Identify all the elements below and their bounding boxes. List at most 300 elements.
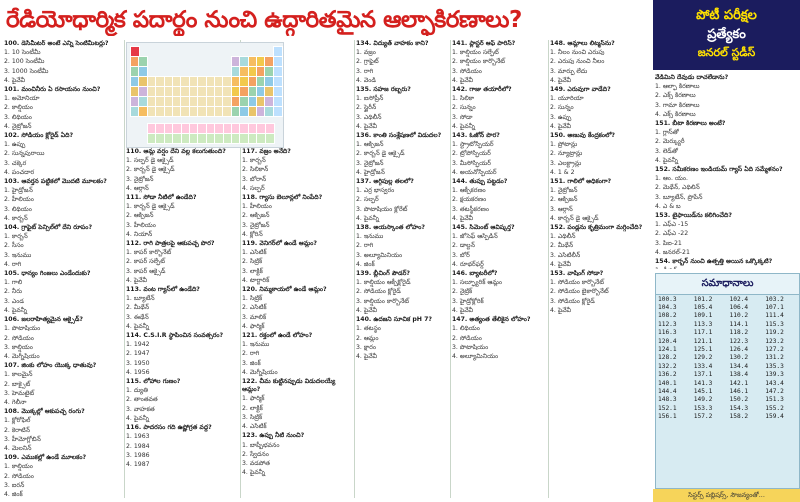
answer-cell: 105.4 bbox=[693, 304, 713, 312]
sidebar-title-line3: జనరల్ స్టడీస్ bbox=[697, 46, 756, 59]
answer-cell: 135.3 bbox=[765, 362, 784, 370]
question-text: 112. రాగి పాత్రలపై ఆకుపచ్చ పొర? bbox=[126, 240, 215, 248]
answer-option: 1. కార్బన్ bbox=[4, 233, 28, 241]
answer-option: 3. సోడియం క్లోరైడ్ bbox=[550, 297, 595, 305]
answer-cell: 141.3 bbox=[693, 379, 713, 387]
question-text: 144. తుప్పు పట్టడం? bbox=[452, 178, 508, 186]
answer-row bbox=[656, 329, 799, 337]
question-text: 120. నిమ్మకాయలో ఉండే ఆమ్లం? bbox=[242, 286, 327, 294]
answer-option: 3. బోర్ bbox=[452, 251, 470, 259]
question-text: 108. మొక్కల్లో ఆకుపచ్చ రంగు? bbox=[4, 408, 85, 416]
answer-cell: 119.2 bbox=[765, 329, 784, 337]
answer-option: 1. ఐసోప్రీన్ bbox=[356, 95, 384, 103]
answer-row bbox=[656, 396, 799, 404]
question-text: 137. అగ్గిపుల్ల తలలో? bbox=[356, 178, 414, 186]
answer-option: 2. క్షయకరణం bbox=[452, 196, 487, 204]
answer-option: 4. పైవేవీ bbox=[452, 214, 474, 222]
answer-cell: 152.1 bbox=[658, 404, 677, 412]
answer-option: 3. బ్యూటేన్, ప్రొపేన్ bbox=[655, 193, 703, 201]
answer-option: 4. హైడ్రోజన్ bbox=[356, 168, 385, 176]
answer-row bbox=[656, 320, 799, 328]
answer-option: 2. రాగి bbox=[356, 242, 374, 250]
answer-cell: 108.2 bbox=[658, 312, 677, 320]
question-text: 146. బ్యాటరీలో? bbox=[452, 270, 498, 278]
answer-option: 3. ఎండ bbox=[4, 297, 24, 305]
answer-cell: 128.2 bbox=[658, 354, 677, 362]
question-text: 100. డెసిమీటర్ అంటే ఎన్ని సెంటిమీటర్లు? bbox=[4, 40, 109, 47]
answer-cell: 153.3 bbox=[693, 404, 713, 412]
answer-cell: 157.2 bbox=[693, 413, 713, 421]
answer-option: 2. ఆమ్లం bbox=[356, 334, 379, 342]
question-text: 113. వంట గ్యాస్‌లో ఉండేది? bbox=[126, 286, 200, 294]
answer-option: 4. నియాన్ bbox=[126, 230, 153, 238]
answer-option: 4. రాగి bbox=[4, 260, 22, 268]
answer-option: 1. 1942 bbox=[126, 341, 150, 349]
question-text: 102. సోడియం క్లోరైడ్ ఏది? bbox=[4, 132, 74, 140]
questions-area bbox=[4, 40, 648, 500]
answer-option: 2. కాపర్ సల్ఫేట్ bbox=[126, 258, 165, 266]
answer-row bbox=[656, 337, 799, 345]
answer-option: 3. తటస్థీకరణం bbox=[452, 205, 489, 213]
answer-option: 3. వడపోత bbox=[242, 459, 270, 467]
answer-option: 2. సున్నపురాయి bbox=[4, 150, 45, 158]
answer-option: 4. సల్ఫర్ bbox=[242, 184, 265, 192]
question-text: 145. సిమెంట్ ఆవిష్కర్త? bbox=[452, 224, 515, 232]
answer-option bbox=[655, 267, 798, 269]
answer-cell: 155.2 bbox=[765, 404, 784, 412]
answer-option: 1. కాల్షియం ఆక్సీక్లోరైడ్ bbox=[356, 279, 411, 287]
answer-option: 2. 100 సెంటీమీ bbox=[4, 58, 45, 66]
answer-row bbox=[656, 312, 799, 320]
answer-option: 1. బాష్పీభవనం bbox=[242, 441, 280, 449]
answer-option: 2. సున్నం bbox=[550, 104, 574, 112]
answer-option: 3. అల్యూమినియం bbox=[356, 251, 403, 259]
answer-option: 4. అయనోస్ఫియర్ bbox=[452, 168, 497, 176]
answer-option: 1. కార్బన్ bbox=[242, 157, 266, 165]
answer-option: 2. సోడియం bbox=[4, 472, 34, 480]
answer-option: 3. బోరాన్ bbox=[242, 175, 267, 183]
question-text: 153. టైఫాయిడ్‌ను కలిగించేది? bbox=[655, 212, 732, 220]
answer-cell: 129.2 bbox=[693, 354, 713, 362]
answer-option: 3. ఎలక్ట్రాన్లు bbox=[550, 159, 582, 167]
answer-option: 4. మెగ్నీషియం bbox=[4, 352, 40, 360]
answer-option: 3. లిథియం bbox=[4, 205, 32, 213]
answer-option: 3. ఐరన్ bbox=[4, 481, 25, 489]
answer-option: 2. బాక్సైట్ bbox=[4, 380, 31, 388]
question-column-6 bbox=[550, 40, 646, 498]
answer-option: 2. ఆక్సిజన్ bbox=[550, 196, 578, 204]
answer-option: 4. పైవేవీ bbox=[550, 306, 572, 314]
question-text: 119. వెనిగర్‌లో ఉండే ఆమ్లం? bbox=[242, 240, 317, 248]
answer-option: 2. 1984 bbox=[126, 442, 150, 450]
answer-cell: 118.2 bbox=[729, 329, 749, 337]
answer-cell: 131.2 bbox=[765, 354, 784, 362]
answer-cell: 143.4 bbox=[765, 379, 784, 387]
answer-cell: 139.3 bbox=[765, 371, 784, 379]
answer-option: 1. క్లోరోఫిల్ bbox=[4, 417, 31, 425]
answer-option: 1. లిథియం bbox=[452, 325, 480, 333]
answer-cell: 136.2 bbox=[658, 371, 677, 379]
question-text: 138. అయస్కాంత లోహం? bbox=[356, 224, 426, 232]
answer-option: 1. సిలికా bbox=[452, 95, 475, 103]
answer-option: 1. ఎసిటిక్ bbox=[242, 249, 267, 257]
answer-cell: 116.3 bbox=[658, 329, 677, 337]
answer-option: 3. నైట్రోజన్ bbox=[126, 175, 154, 183]
question-text: 105. ధాన్యం గింజలు ఎండేందుకు? bbox=[4, 270, 91, 278]
answer-cell: 111.4 bbox=[765, 312, 784, 320]
answer-cell: 137.1 bbox=[693, 371, 713, 379]
answer-option: 1. సిట్రిక్ bbox=[242, 295, 263, 303]
answer-option: 2. కాల్షియం కార్బొనేట్ bbox=[452, 58, 506, 66]
answer-option: 3. హెమటైట్ bbox=[4, 389, 35, 397]
answer-option: 3. 1000 సెంటీమీ bbox=[4, 67, 49, 75]
question-text: వేడిమిని దేవుడు దాచలేడాను? bbox=[655, 74, 729, 81]
answer-option: 2. ఎఫ్‌ఎ -22 bbox=[655, 230, 689, 238]
answer-option: 1. ద్యుతి bbox=[126, 387, 148, 395]
answer-option: 4. పంచదార bbox=[4, 168, 35, 176]
answer-option: 2. మీథేన్ bbox=[126, 304, 150, 312]
question-text: 121. రక్తంలో ఉండే లోహం? bbox=[242, 332, 313, 340]
answer-cell: 150.2 bbox=[729, 396, 749, 404]
answer-option: 2. గ్రాఫైట్ bbox=[356, 58, 379, 66]
answer-option: 1. నైట్రోజన్ bbox=[550, 187, 578, 195]
answer-option: 3. హీలియం bbox=[126, 221, 156, 229]
answer-option: 2. సున్నం bbox=[452, 104, 476, 112]
answer-option: 4. 1956 bbox=[126, 368, 150, 376]
answer-option: 4. పైవన్నీ bbox=[356, 214, 380, 222]
answer-option: 4. పైవేవీ bbox=[4, 76, 26, 84]
answer-option: 2. కెరాటిన్ bbox=[4, 426, 31, 434]
answer-option: 2. 1947 bbox=[126, 350, 150, 358]
answer-option: 3. పిఐ-21 bbox=[655, 239, 682, 247]
answer-cell: 156.1 bbox=[658, 413, 677, 421]
answer-option: 2. సోడియం bbox=[4, 334, 34, 342]
answer-option: 4. పైవేవీ bbox=[452, 306, 474, 314]
answer-option: 1. హైడ్రోజన్ bbox=[4, 187, 33, 195]
answer-option: 2. స్వేదనం bbox=[242, 450, 269, 458]
answer-option: 1. ఎర్ర భాస్వరం bbox=[356, 187, 395, 195]
question-text: 149. ఎరువుగా వాడేది? bbox=[550, 86, 611, 94]
question-text: 147. అత్యంత తేలికైన లోహం? bbox=[452, 316, 531, 324]
answer-option: 1. 10 సెంటీమీ bbox=[4, 49, 41, 57]
answer-option: 3. పొటాషియం bbox=[452, 343, 489, 351]
answer-option: 2. నీరు bbox=[4, 288, 23, 296]
answer-row bbox=[656, 345, 799, 353]
answer-option: 4. గెలీనా bbox=[4, 398, 27, 406]
answer-row bbox=[656, 371, 799, 379]
answer-option: 2. సోడియం క్లోరైడ్ bbox=[356, 288, 401, 296]
answer-option: 4. 1987 bbox=[126, 460, 150, 468]
answer-cell: 102.4 bbox=[729, 295, 749, 303]
answer-option: 1. ప్రోటాన్లు bbox=[550, 141, 578, 149]
answer-option: 2. సల్ఫర్ bbox=[356, 196, 379, 204]
question-text: 101. మంచినీరు ఏ రసాయనం నుంచి? bbox=[4, 86, 101, 94]
question-column-3 bbox=[242, 148, 352, 498]
answer-option: 1. జోసెఫ్ ఆస్పిడిన్ bbox=[452, 233, 498, 241]
question-text: 141. ప్లాస్టర్ ఆఫ్ పారిస్? bbox=[452, 40, 516, 47]
answer-option: 3. కాపర్ ఆక్సైడ్ bbox=[126, 267, 166, 275]
question-text: 151. బీటా కిరణాలు అంటే? bbox=[655, 120, 726, 128]
answer-option: 2. ఆక్సిజన్ bbox=[242, 212, 270, 220]
answer-option: 4. పైవేవీ bbox=[550, 76, 572, 84]
sidebar bbox=[653, 0, 800, 502]
answer-option: 3. జింక్ bbox=[242, 359, 261, 367]
answer-option: 2. మీథేన్ bbox=[550, 242, 574, 250]
answer-option: 3. నైట్రోజన్ bbox=[242, 221, 270, 229]
answers-title: సమాధానాలు bbox=[656, 274, 799, 295]
answer-option: 1. ఇనుము bbox=[356, 233, 384, 241]
answers-table bbox=[656, 295, 799, 421]
element-cell bbox=[265, 133, 275, 144]
page-headline: రేడియోధార్మిక పదార్థం నుంచి ఉద్గారితమైన ఆల్ఫాకిరణాలు? bbox=[6, 7, 522, 33]
credit-line: సిస్టర్స్ పబ్లిషర్స్, సౌజన్యంతో... bbox=[653, 489, 800, 502]
answer-cell: 147.2 bbox=[765, 387, 784, 395]
answer-option: 4. ఆర్గాన్ bbox=[126, 184, 149, 192]
question-text: 136. కాంతి సంశ్లేషణలో విడుదల? bbox=[356, 132, 442, 140]
question-text: 140. ఉదజని సూచిక pH 7? bbox=[356, 316, 433, 324]
answer-option: 1. ఆక్సీకరణం bbox=[452, 187, 486, 195]
answer-option: 4. ఎసిటిక్ bbox=[242, 423, 267, 431]
answer-option: 3. హైడ్రోక్లోరిక్ bbox=[452, 297, 484, 305]
answer-option: 1. పొటాషియం bbox=[4, 325, 41, 333]
answer-cell: 115.3 bbox=[765, 320, 784, 328]
answer-option: 4. టార్టారిక్ bbox=[242, 276, 270, 284]
question-text: 150. అణువు కేంద్రకంలో? bbox=[550, 132, 616, 140]
answer-option: 3. ఉప్పు bbox=[550, 113, 572, 121]
answer-option: 4. ఎ & బ bbox=[655, 202, 681, 210]
answer-option: 4. పైవేవీ bbox=[356, 306, 378, 314]
answer-cell: 138.4 bbox=[729, 371, 749, 379]
answer-option: 3. కాల్షియం కార్బొనేట్ bbox=[356, 297, 410, 305]
answer-option: 2. ఎసిటిక్ bbox=[242, 304, 267, 312]
answer-cell: 154.3 bbox=[729, 404, 749, 412]
answer-cell: 158.2 bbox=[729, 413, 749, 421]
answer-option: 2. ట్రోపోస్ఫియర్ bbox=[452, 150, 491, 158]
answer-option: 1. ఎథిలీన్ bbox=[550, 233, 576, 241]
answer-option: 1. వజ్రం bbox=[356, 49, 376, 57]
answer-cell: 133.4 bbox=[693, 362, 713, 370]
answer-option: 3. ఎసిటిలీన్ bbox=[550, 251, 581, 259]
answer-option: 2. ఎరుపు నుంచి నీలం bbox=[550, 58, 605, 66]
answer-option: 2. లాక్టిక్ bbox=[242, 404, 263, 412]
answer-option: 3. మీసోస్ఫియర్ bbox=[452, 159, 491, 167]
question-text: 106. జలరాహిత్యమైన ఆక్సైడ్? bbox=[4, 316, 83, 324]
answer-option: 1. సోడియం కార్బొనేట్ bbox=[550, 279, 605, 287]
answer-option: 3. పొటాషియం క్లోరేట్ bbox=[356, 205, 408, 213]
answer-option: 2. మెర్క్యురీ bbox=[655, 138, 685, 146]
answer-option: 2. న్యూట్రాన్లు bbox=[550, 150, 583, 158]
answer-option: 2. సిట్రిక్ bbox=[242, 258, 263, 266]
answer-option: 3. లాక్టిక్ bbox=[242, 267, 263, 275]
question-text: 123. ఉప్పు నీటి నుంచి? bbox=[242, 432, 305, 440]
answer-option: 2. మెథేన్, ఎథిలిన్ bbox=[655, 184, 700, 192]
answer-option: 1. స్ట్రాటోస్ఫియర్ bbox=[452, 141, 494, 149]
answer-option: 4. మెలనిన్ bbox=[4, 444, 32, 452]
answer-option: 4. పైవన్నీ bbox=[452, 122, 476, 130]
question-text: 148. ఆమ్లాలు లిట్మస్‌ను? bbox=[550, 40, 615, 47]
answer-option: 1. హీలియం bbox=[242, 203, 272, 211]
question-text: 143. ఓజోన్ పొర? bbox=[452, 132, 500, 140]
answer-option: 2. నైట్రిక్ bbox=[452, 288, 473, 296]
answer-cell: 126.4 bbox=[729, 346, 749, 354]
answer-cell: 113.3 bbox=[693, 320, 713, 328]
answer-option: 4. పైవన్నీ bbox=[4, 306, 28, 314]
answer-option: 1. గ్లాస్‌తో bbox=[655, 129, 679, 137]
answer-row bbox=[656, 387, 799, 395]
question-text: 111. సోడా నీటిలో ఉండేది? bbox=[126, 194, 197, 202]
answer-cell: 106.4 bbox=[729, 304, 749, 312]
answer-option: 3. ఈథేన్ bbox=[126, 313, 149, 321]
answer-option: 2. ఎక్స్ కిరణాలు bbox=[655, 92, 696, 100]
column-divider bbox=[124, 40, 125, 498]
answer-cell: 149.2 bbox=[693, 396, 713, 404]
question-text: 116. పాదరసం గది ఉష్ణోగ్రత వద్ద? bbox=[126, 424, 212, 432]
answer-option: 1. ఆం. యం. bbox=[655, 175, 688, 183]
answer-cell: 123.2 bbox=[765, 337, 784, 345]
answer-option: 2. సోడియం బైకార్బొనేట్ bbox=[550, 288, 609, 296]
answer-option: 1. యూరియా bbox=[550, 95, 584, 103]
answer-option: 4. పైవన్నీ bbox=[126, 322, 150, 330]
answer-option: 2. ఆక్సిజన్ bbox=[126, 212, 154, 220]
question-text: 103. ఆవర్తన పట్టికలో మొదటి మూలకం? bbox=[4, 178, 107, 186]
answer-option: 3. 1986 bbox=[126, 451, 150, 459]
answer-row bbox=[656, 303, 799, 311]
answer-cell: 112.3 bbox=[658, 320, 677, 328]
periodic-table-image bbox=[126, 42, 284, 148]
question-text: 109. ఎముకల్లో ఉండే మూలకం? bbox=[4, 454, 87, 462]
answer-option: 1. ఇనుము bbox=[242, 341, 270, 349]
answer-cell: 132.2 bbox=[658, 362, 677, 370]
answer-option: 2. సోడియం bbox=[452, 334, 482, 342]
answer-option: 3. హీమోగ్లోబిన్ bbox=[4, 435, 41, 443]
answer-option: 1. తటస్థం bbox=[356, 325, 381, 333]
answer-row bbox=[656, 404, 799, 412]
answer-option: 3. నైట్రోజన్ bbox=[356, 159, 384, 167]
answer-option: 2. కార్బన్ డై ఆక్సైడ్ bbox=[356, 150, 405, 158]
answer-option: 4. జనరల్-21 bbox=[655, 248, 690, 256]
answer-option: 4. పైవేవీ bbox=[126, 276, 148, 284]
answer-option: 1. ఉప్పు bbox=[4, 141, 26, 149]
answer-cell: 127.2 bbox=[765, 346, 784, 354]
answer-option: 1. అమోనియా bbox=[4, 95, 40, 103]
answer-option: 1. సల్ఫ్యూరిక్ ఆమ్లం bbox=[452, 279, 503, 287]
answer-option: 4. మెగ్నీషియం bbox=[242, 368, 278, 376]
question-text: 114. C.S.I.R స్థాపించిన సంవత్సరం? bbox=[126, 332, 224, 340]
answer-cell: 134.4 bbox=[729, 362, 749, 370]
question-text: 115. లోహాల గుణం? bbox=[126, 378, 181, 386]
answer-option: 4. పైవన్నీ bbox=[126, 414, 150, 422]
question-text: 107. జింకు లోహం యొక్క ధాతువు? bbox=[4, 362, 97, 370]
answer-cell: 110.2 bbox=[729, 312, 749, 320]
answer-option: 1. కాలమైన్ bbox=[4, 371, 33, 379]
answer-option: 4. పైవేవీ bbox=[356, 122, 378, 130]
question-text: 151. గాలిలో అధికంగా? bbox=[550, 178, 612, 186]
answer-option: 1. ఆల్ఫా కిరణాలు bbox=[655, 83, 700, 91]
answer-option: 2. రాగి bbox=[242, 350, 260, 358]
answer-option: 2. కార్బన్ డై ఆక్సైడ్ bbox=[126, 166, 175, 174]
question-text: 153. వాషింగ్ సోడా? bbox=[550, 270, 604, 278]
answer-option: 1. ఆక్సిజన్ bbox=[356, 141, 384, 149]
question-text: 152. పండ్లను కృత్రిమంగా మగ్గించేది? bbox=[550, 224, 643, 232]
answer-option: 4. పైవేవీ bbox=[356, 352, 378, 360]
element-cell bbox=[273, 106, 283, 117]
answer-cell: 120.4 bbox=[658, 337, 677, 345]
question-column-4 bbox=[356, 40, 448, 498]
answer-cell: 125.1 bbox=[693, 346, 713, 354]
answer-option: 3. గామా కిరణాలు bbox=[655, 101, 700, 109]
answer-cell: 159.4 bbox=[765, 413, 784, 421]
column-divider bbox=[548, 40, 549, 498]
answer-cell: 130.2 bbox=[729, 354, 749, 362]
answer-option: 4. నైట్రోజన్ bbox=[4, 122, 32, 130]
question-text: 117. వజ్రం అనేది? bbox=[242, 148, 291, 155]
answer-option: 4. కార్బన్ డై ఆక్సైడ్ bbox=[550, 214, 599, 222]
answer-option: 3. మార్పు లేదు bbox=[550, 67, 588, 75]
answer-cell: 107.1 bbox=[765, 304, 784, 312]
answer-option: 3. ఇనుము bbox=[4, 251, 32, 259]
answer-option: 4. అల్యూమినియం bbox=[452, 352, 499, 360]
answer-option: 4. పైవన్నీ bbox=[242, 469, 266, 477]
answer-option: 2. సిలికాన్ bbox=[242, 166, 269, 174]
answer-option: 4. వెండి bbox=[356, 76, 376, 84]
question-text: 152. సమీకరణం ఇండియమ్ గ్యాస్ ఏది సమ్మేళనం? bbox=[655, 166, 783, 174]
answer-cell: 121.1 bbox=[693, 337, 713, 345]
answer-cell: 122.3 bbox=[729, 337, 749, 345]
answer-option: 2. తాంతవత bbox=[126, 396, 158, 404]
answer-cell: 114.1 bbox=[729, 320, 749, 328]
answer-option: 3. ఆర్గాన్ bbox=[550, 205, 573, 213]
question-text: 139. బ్లీచింగ్ పౌడర్? bbox=[356, 270, 410, 278]
answer-option: 4. క్లోరిన్ bbox=[242, 230, 263, 238]
answer-option: 4. ఎక్స్ కిరణాలు bbox=[655, 110, 696, 118]
answer-row bbox=[656, 412, 799, 420]
answer-option: 1. నీలం నుంచి ఎరుపు bbox=[550, 49, 605, 57]
sidebar-title-box bbox=[653, 0, 800, 70]
question-text: 142. గాజు తయారీలో? bbox=[452, 86, 512, 94]
answer-option: 3. కాల్షియం bbox=[4, 343, 33, 351]
answer-option: 3. వాహకత bbox=[126, 405, 155, 413]
answer-option: 3. లెడ్‌తో bbox=[655, 147, 678, 155]
answer-option: 1. సల్ఫర్ డై ఆక్సైడ్ bbox=[126, 157, 174, 165]
question-text: 135. సహజ రబ్బరు? bbox=[356, 86, 411, 94]
answer-cell: 142.1 bbox=[729, 379, 749, 387]
question-text: 134. విద్యుత్ వాహకం కాని? bbox=[356, 40, 429, 47]
answer-option: 3. క్షారం bbox=[356, 343, 377, 351]
answer-option: 3. సోడియం bbox=[452, 67, 482, 75]
answer-cell: 100.3 bbox=[658, 295, 677, 303]
answer-row bbox=[656, 354, 799, 362]
column-divider bbox=[354, 40, 355, 498]
answer-option: 4. పైవన్నీ bbox=[655, 156, 679, 164]
answer-option: 1. ఎఫ్‌ఎ -15 bbox=[655, 221, 689, 229]
answer-row bbox=[656, 362, 799, 370]
question-column-1 bbox=[4, 40, 122, 498]
question-text: 104. గ్రాఫైట్ పెన్సిల్‌లో దేని రూపం? bbox=[4, 224, 93, 232]
answer-option: 1. గాలి bbox=[4, 279, 23, 287]
answer-option: 2. డాల్టన్ bbox=[452, 242, 475, 250]
question-text: 110. ఆమ్ల వర్షం దేని వల్ల కలుగుతుంది? bbox=[126, 148, 226, 155]
answer-option: 3. చక్కెర bbox=[4, 159, 27, 167]
answer-option: 3. 1950 bbox=[126, 359, 150, 367]
answer-option: 4. పైవేవీ bbox=[550, 260, 572, 268]
answer-row bbox=[656, 379, 799, 387]
question-text: 122. చీమ కుట్టినప్పుడు విడుదలయ్యే ఆమ్లం? bbox=[242, 378, 336, 394]
answer-cell: 109.1 bbox=[693, 312, 713, 320]
answer-option: 4. జింక్ bbox=[4, 490, 23, 498]
answer-option: 4. 1 & 2 bbox=[550, 168, 575, 176]
answer-cell: 146.1 bbox=[729, 387, 749, 395]
answer-option: 3. ఎథిలీన్ bbox=[356, 113, 382, 121]
